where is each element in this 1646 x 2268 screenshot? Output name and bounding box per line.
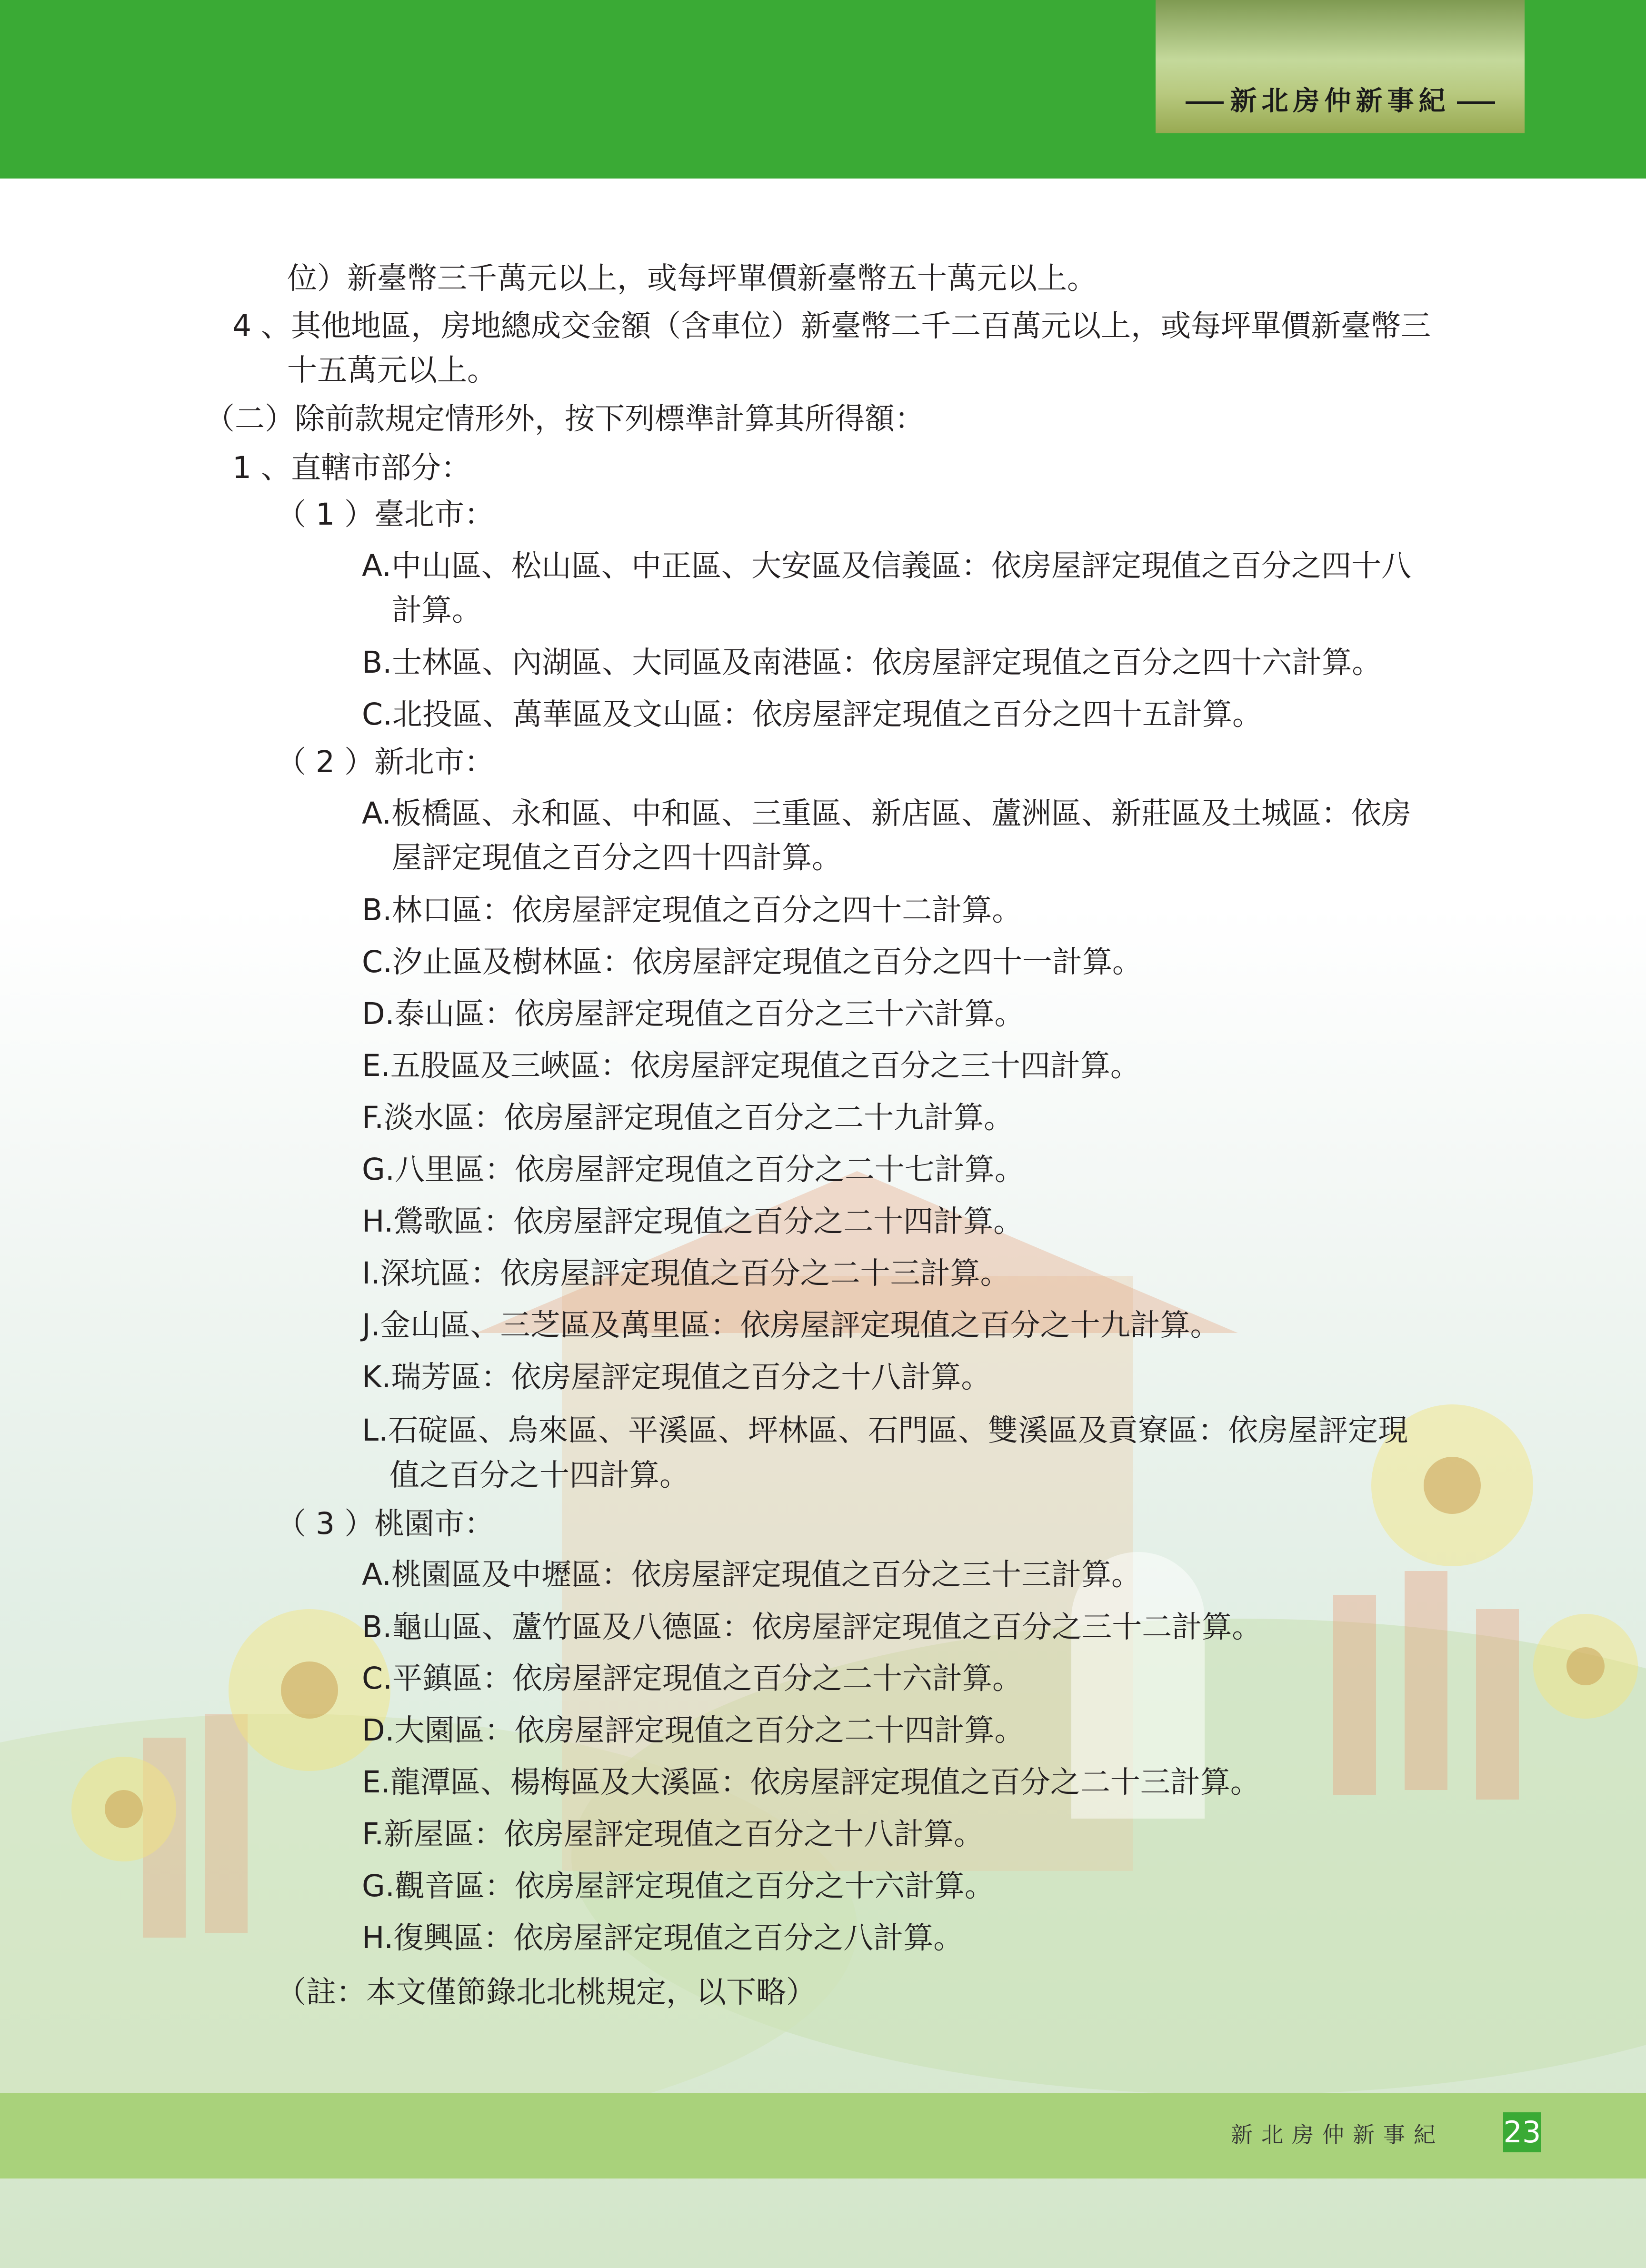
body-line: A.中山區、松山區、中正區、大安區及信義區：依房屋評定現值之百分之四十八: [362, 548, 1412, 583]
body-line: 4 、其他地區，房地總成交金額（含車位）新臺幣二千二百萬元以上，或每坪單價新臺幣三: [232, 308, 1431, 343]
body-line: 計算。: [392, 593, 482, 627]
body-line: L.石碇區、烏來區、平溪區、坪林區、石門區、雙溪區及貢寮區：依房屋評定現: [362, 1413, 1408, 1448]
body-line: （二）除前款規定情形外，按下列標準計算其所得額：: [205, 401, 925, 436]
body-line: B.林口區：依房屋評定現值之百分之四十二計算。: [362, 893, 1022, 927]
body-line: G.觀音區：依房屋評定現值之百分之十六計算。: [362, 1869, 995, 1903]
body-line: 屋評定現值之百分之四十四計算。: [392, 840, 842, 875]
body-line: （ 3 ）桃園市：: [276, 1506, 495, 1541]
body-line: H.復興區：依房屋評定現值之百分之八計算。: [362, 1920, 964, 1955]
body-line: J.金山區、三芝區及萬里區：依房屋評定現值之百分之十九計算。: [362, 1308, 1220, 1343]
body-line: C.平鎮區：依房屋評定現值之百分之二十六計算。: [362, 1661, 1023, 1696]
body-line: 1 、直轄市部分：: [232, 450, 471, 485]
body-line: E.五股區及三峽區：依房屋評定現值之百分之三十四計算。: [362, 1048, 1140, 1083]
body-line: （ 1 ）臺北市：: [276, 497, 495, 532]
body-line: A.桃園區及中壢區：依房屋評定現值之百分之三十三計算。: [362, 1557, 1142, 1592]
body-line: （ 2 ）新北市：: [276, 745, 495, 779]
body-line: （註：本文僅節錄北北桃規定，以下略）: [276, 1975, 816, 2009]
body-line: D.大園區：依房屋評定現值之百分之二十四計算。: [362, 1713, 1025, 1748]
body-line: F.淡水區：依房屋評定現值之百分之二十九計算。: [362, 1100, 1014, 1135]
body-line: F.新屋區：依房屋評定現值之百分之十八計算。: [362, 1817, 984, 1851]
body-line: A.板橋區、永和區、中和區、三重區、新店區、蘆洲區、新莊區及土城區：依房: [362, 796, 1412, 831]
body-line: D.泰山區：依房屋評定現值之百分之三十六計算。: [362, 996, 1025, 1031]
body-line: 位）新臺幣三千萬元以上，或每坪單價新臺幣五十萬元以上。: [287, 261, 1097, 296]
page-number: 23: [1503, 2112, 1541, 2152]
body-line: B.龜山區、蘆竹區及八德區：依房屋評定現值之百分之三十二計算。: [362, 1610, 1262, 1644]
body-line: B.士林區、內湖區、大同區及南港區：依房屋評定現值之百分之四十六計算。: [362, 645, 1382, 680]
body-line: H.鶯歌區：依房屋評定現值之百分之二十四計算。: [362, 1204, 1024, 1239]
body-line: C.汐止區及樹林區：依房屋評定現值之百分之四十一計算。: [362, 945, 1143, 979]
body-line: I.深坑區：依房屋評定現值之百分之二十三計算。: [362, 1256, 1010, 1291]
body-line: E.龍潭區、楊梅區及大溪區：依房屋評定現值之百分之二十三計算。: [362, 1765, 1260, 1800]
body-line: 十五萬元以上。: [287, 353, 497, 388]
body-line: C.北投區、萬華區及文山區：依房屋評定現值之百分之四十五計算。: [362, 697, 1263, 732]
header-title-text: 新北房仲新事紀: [1230, 86, 1450, 117]
body-line: G.八里區：依房屋評定現值之百分之二十七計算。: [362, 1152, 1025, 1187]
body-line: K.瑞芳區：依房屋評定現值之百分之十八計算。: [362, 1360, 991, 1394]
body-line: 值之百分之十四計算。: [389, 1458, 689, 1492]
footer-title: 新北房仲新事紀: [1231, 2122, 1444, 2148]
